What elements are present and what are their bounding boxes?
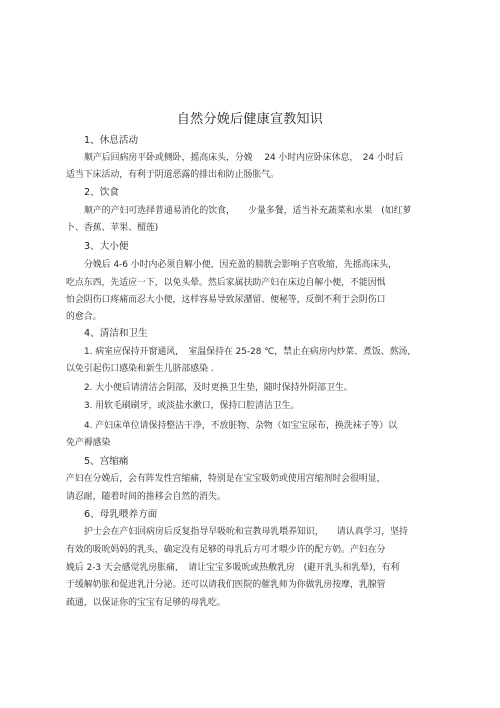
- section-hygiene-line: 1. 病室应保持开窗通风， 室温保持在 25-28 ℃，禁止在病房内炒菜、煮饭、熬汤，: [84, 347, 417, 357]
- section-hygiene-line: 2. 大小便后请清洁会阴部，及时更换卫生垫，随时保持外阴部卫生。: [84, 383, 353, 393]
- section-rest-line: 适当下床活动，有利于阴道恶露的排出和防止肠胀气。: [66, 170, 279, 180]
- section-breastfeeding-line: 有效的吸吮妈妈的乳头，确定没有足够的母乳后方可才喂少许的配方奶。产妇在分: [66, 545, 386, 555]
- section-excretion-line: 吃点东西，先适应一下，以免头晕。然后家属扶助产妇在床边自解小便，不能因惧: [66, 278, 386, 288]
- section-heading-breastfeeding: 6、母乳喂养方面: [84, 509, 158, 520]
- section-contraction-line: 请忍耐，随着时间的推移会自然的消失。: [66, 492, 226, 502]
- section-excretion-line: 怕会阴伤口疼痛而忍大小便，这样容易导致尿潴留、便秘等，反倒不利于会阴伤口: [66, 295, 386, 305]
- section-heading-diet: 2、饮食: [84, 187, 119, 198]
- section-breastfeeding-line: 娩后 2-3 天会感觉乳房胀痛， 请让宝宝多吸吮或热敷乳房 (避开乳头和乳晕)，有利: [66, 563, 400, 573]
- section-breastfeeding-line: 疏通，以保证你的宝宝有足够的母乳吃。: [66, 598, 226, 608]
- section-breastfeeding-line: 于缓解奶胀和促进乳汁分泌。还可以请我们医院的催乳师为你做乳房按摩，乳腺管: [66, 580, 386, 590]
- section-hygiene-line: 以免引起伤口感染和新生儿脐部感染 .: [66, 364, 214, 374]
- section-breastfeeding-line: 护士会在产妇回病房后反复指导早吸吮和宣教母乳喂养知识， 请认真学习，坚持: [84, 527, 408, 537]
- section-hygiene-line: 3. 用软毛刷刷牙，或淡盐水漱口，保持口腔清洁卫生。: [84, 401, 300, 411]
- section-heading-rest: 1、休息活动: [84, 135, 139, 146]
- section-rest-line: 顺产后回病房平卧或侧卧，摇高床头，分娩 24 小时内应卧床休息， 24 小时后: [84, 153, 404, 163]
- section-excretion-line: 的愈合。: [66, 312, 102, 322]
- section-contraction-line: 产妇在分娩后，会有阵发性宫缩痛，特别是在宝宝吸奶或使用宫缩剂时会很明显，: [66, 474, 386, 484]
- section-diet-line: 顺产的产妇可选择普通易消化的饮食， 少量多餐，适当补充蔬菜和水果 (如红萝: [84, 206, 412, 216]
- section-hygiene-line: 免产褥感染: [66, 438, 111, 448]
- section-hygiene-line: 4. 产妇床单位请保持整洁干净，不放脏物、杂物（如宝宝尿布，换洗袜子等）以: [84, 421, 398, 431]
- section-heading-excretion: 3、大小便: [84, 241, 129, 252]
- section-heading-contraction-pain: 5、宫缩痛: [84, 456, 129, 467]
- section-diet-line: 卜、香蕉、苹果、榴莲): [66, 223, 159, 233]
- section-excretion-line: 分娩后 4-6 小时内必须自解小便，因充盈的膀胱会影响子宫收缩，先摇高床头，: [84, 260, 398, 270]
- section-heading-hygiene: 4、清洁和卫生: [84, 328, 148, 339]
- document-title: 自然分娩后健康宣教知识: [176, 112, 324, 127]
